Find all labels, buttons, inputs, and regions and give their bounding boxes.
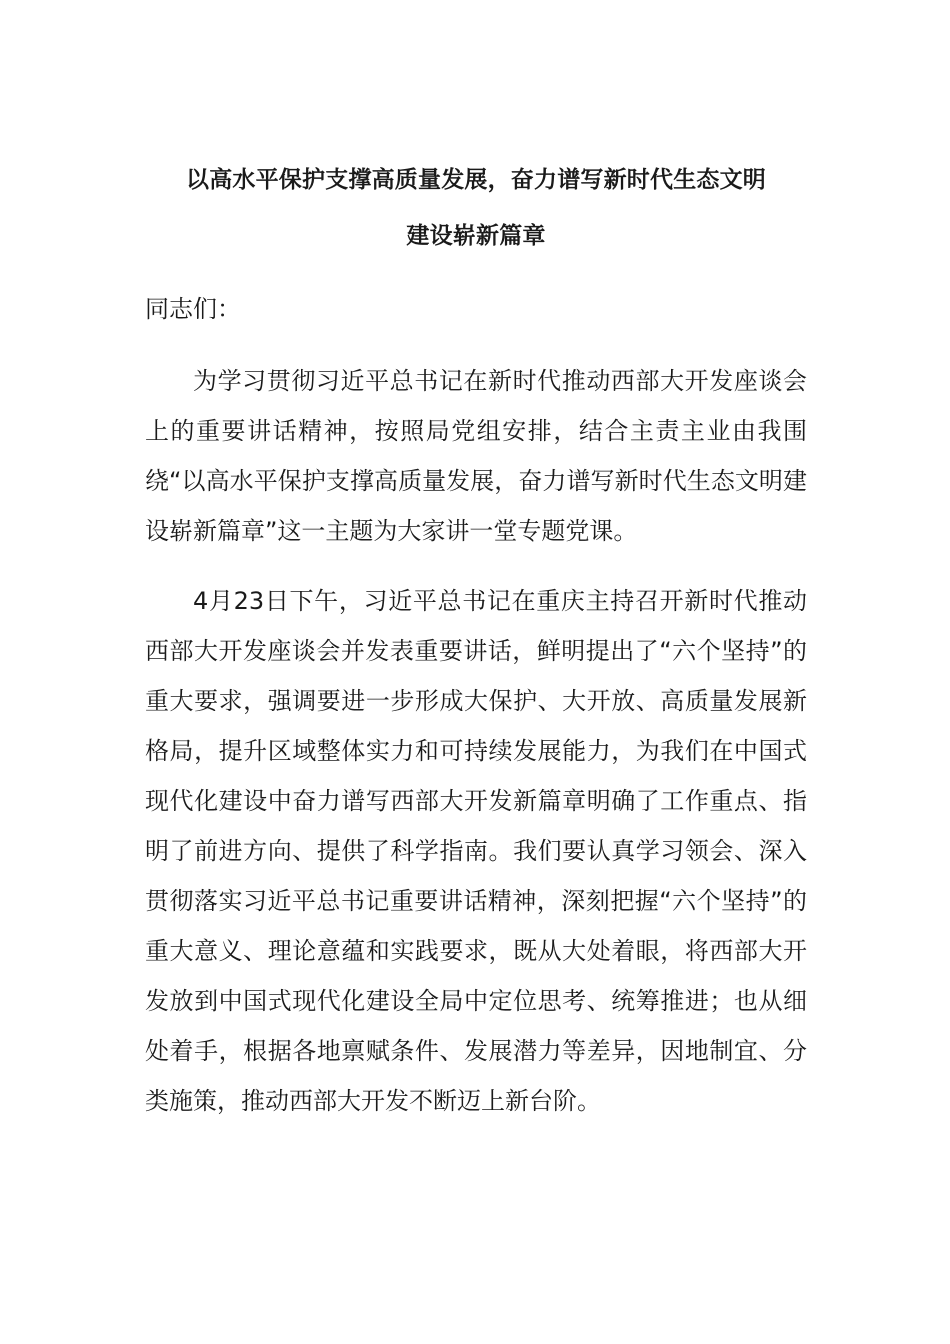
document-title <box>137 152 815 264</box>
document-page <box>145 152 807 1126</box>
salutation: 同志们： <box>145 295 241 323</box>
paragraph-intro: 为学习贯彻习近平总书记在新时代推动西部大开发座谈会上的重要讲话精神，按照局党组安排，结合主责主业由我围绕“以高水平保护支撑高质量发展，奋力谱写新时代生态文明建设崭新篇章”这一主题为大家讲一堂专题党课。 <box>145 367 807 545</box>
paragraph-main: 4月23日下午，习近平总书记在重庆主持召开新时代推动西部大开发座谈会并发表重要讲话，鲜明提出了“六个坚持”的重大要求，强调要进一步形成大保护、大开放、高质量发展新格局，提升区域整体实力和可持续发展能力，为我们在中国式现代化建设中奋力谱写西部大开发新篇章明确了工作重点、指明了前进方向、提供了科学指南。我们要认真学习领会、深入贯彻落实习近平总书记重要讲话精神，深刻把握“六个坚持”的重大意义、理论意蕴和实践要求，既从大处着眼，将西部大开发放到中国式现代化建设全局中定位思考、统筹推进；也从细处着手，根据各地禀赋条件、发展潜力等差异，因地制宜、分类施策，推动西部大开发不断迈上新台阶。 <box>145 587 807 1115</box>
title-line-1: 以高水平保护支撑高质量发展，奋力谱写新时代生态文明 <box>186 167 766 193</box>
title-line-2: 建设崭新篇章 <box>406 223 546 249</box>
